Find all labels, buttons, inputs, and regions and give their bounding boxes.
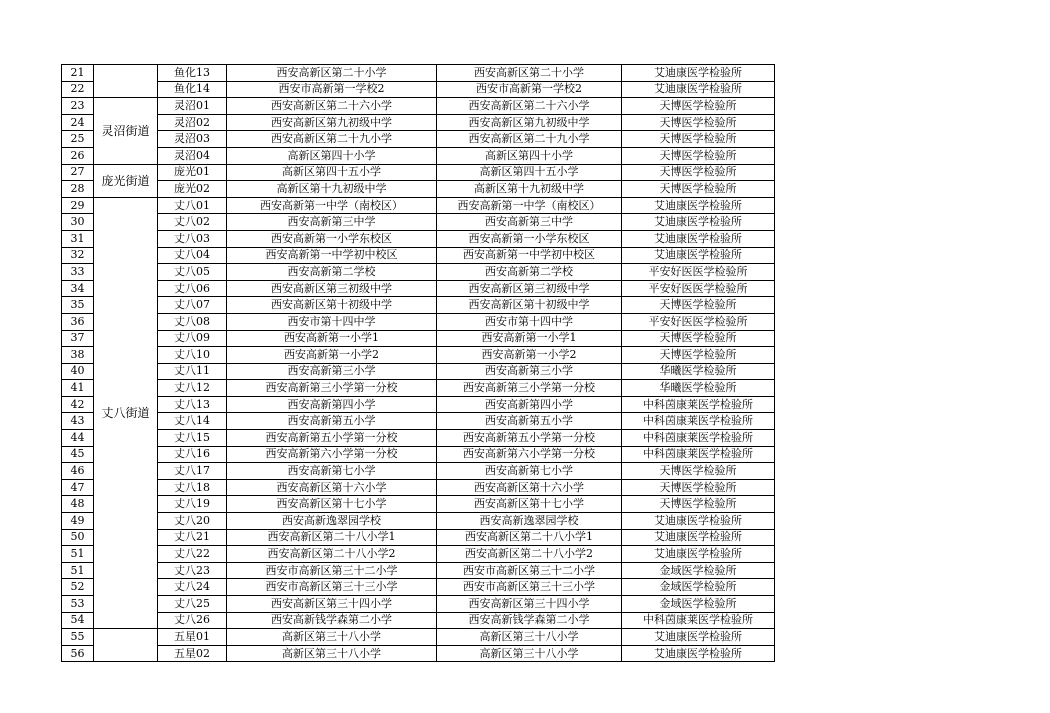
sampling-point-code-cell: 丈八18	[158, 479, 227, 496]
table-row	[62, 513, 775, 530]
row-number-cell: 35	[62, 297, 94, 314]
testing-lab-cell: 中科茵康莱医学检验所	[622, 413, 775, 430]
row-number-cell: 43	[62, 413, 94, 430]
school-name-cell: 西安高新区第二十八小学1	[227, 529, 437, 546]
sampling-point-code-cell: 丈八15	[158, 430, 227, 447]
testing-lab-cell: 艾迪康医学检验所	[622, 65, 775, 82]
school-name-cell: 西安市高新区第三十三小学	[227, 579, 437, 596]
testing-lab-cell: 中科茵康莱医学检验所	[622, 430, 775, 447]
sampling-location-cell: 西安高新区第二十八小学1	[437, 529, 622, 546]
sampling-point-code-cell: 丈八22	[158, 546, 227, 563]
sampling-point-code-cell: 五星02	[158, 645, 227, 662]
row-number-cell: 31	[62, 230, 94, 247]
table-row	[62, 380, 775, 397]
row-number-cell: 51	[62, 562, 94, 579]
street-cell: 灵沼街道	[94, 98, 158, 164]
testing-lab-cell: 中科茵康莱医学检验所	[622, 396, 775, 413]
school-name-cell: 西安市高新第一学校2	[227, 81, 437, 98]
sampling-location-cell: 西安高新第四小学	[437, 396, 622, 413]
school-name-cell: 西安高新区第十七小学	[227, 496, 437, 513]
testing-lab-cell: 艾迪康医学检验所	[622, 513, 775, 530]
school-name-cell: 西安高新第一小学2	[227, 347, 437, 364]
sampling-location-cell: 西安高新第一小学东校区	[437, 230, 622, 247]
table-row	[62, 413, 775, 430]
testing-lab-cell: 金域医学检验所	[622, 562, 775, 579]
testing-lab-cell: 天博医学检验所	[622, 330, 775, 347]
row-number-cell: 53	[62, 596, 94, 613]
street-cell	[94, 65, 158, 98]
sampling-point-code-cell: 丈八21	[158, 529, 227, 546]
table-row	[62, 247, 775, 264]
row-number-cell: 46	[62, 463, 94, 480]
table-row	[62, 612, 775, 629]
school-name-cell: 高新区第十九初级中学	[227, 181, 437, 198]
row-number-cell: 55	[62, 629, 94, 646]
testing-lab-cell: 艾迪康医学检验所	[622, 529, 775, 546]
sampling-location-cell: 西安市高新第一学校2	[437, 81, 622, 98]
table-row	[62, 347, 775, 364]
school-name-cell: 高新区第四十五小学	[227, 164, 437, 181]
sampling-location-cell: 西安高新区第二十九小学	[437, 131, 622, 148]
table-row	[62, 629, 775, 646]
school-name-cell: 西安高新区第三十四小学	[227, 596, 437, 613]
testing-lab-cell: 平安好医医学检验所	[622, 264, 775, 281]
table-row	[62, 181, 775, 198]
school-name-cell: 西安高新第二学校	[227, 264, 437, 281]
testing-lab-cell: 天博医学检验所	[622, 114, 775, 131]
school-name-cell: 西安高新区第三初级中学	[227, 280, 437, 297]
testing-lab-cell: 天博医学检验所	[622, 181, 775, 198]
sampling-point-code-cell: 丈八10	[158, 347, 227, 364]
sampling-location-cell: 西安市第十四中学	[437, 313, 622, 330]
row-number-cell: 24	[62, 114, 94, 131]
table-row	[62, 330, 775, 347]
sampling-location-cell: 西安高新第三小学	[437, 363, 622, 380]
sampling-location-cell: 高新区第四十五小学	[437, 164, 622, 181]
testing-lab-cell: 中科茵康莱医学检验所	[622, 612, 775, 629]
school-name-cell: 西安高新第四小学	[227, 396, 437, 413]
table-row	[62, 65, 775, 82]
sampling-location-cell: 高新区第四十小学	[437, 147, 622, 164]
school-name-cell: 西安高新区第二十六小学	[227, 98, 437, 115]
row-number-cell: 45	[62, 446, 94, 463]
table-row	[62, 114, 775, 131]
sampling-point-code-cell: 灵沼03	[158, 131, 227, 148]
table-row	[62, 280, 775, 297]
testing-lab-cell: 天博医学检验所	[622, 479, 775, 496]
row-number-cell: 38	[62, 347, 94, 364]
school-name-cell: 西安高新第三中学	[227, 214, 437, 231]
sampling-location-cell: 西安高新区第三十四小学	[437, 596, 622, 613]
sampling-point-code-cell: 鱼化13	[158, 65, 227, 82]
testing-lab-cell: 华曦医学检验所	[622, 363, 775, 380]
table-row	[62, 81, 775, 98]
school-name-cell: 西安高新区第二十九小学	[227, 131, 437, 148]
sampling-point-code-cell: 丈八11	[158, 363, 227, 380]
testing-lab-cell: 平安好医医学检验所	[622, 280, 775, 297]
school-name-cell: 西安高新第三小学第一分校	[227, 380, 437, 397]
testing-lab-cell: 艾迪康医学检验所	[622, 197, 775, 214]
sampling-point-code-cell: 丈八02	[158, 214, 227, 231]
table-row	[62, 479, 775, 496]
sampling-location-cell: 西安高新第五小学第一分校	[437, 430, 622, 447]
sampling-location-cell: 西安高新区第十六小学	[437, 479, 622, 496]
sampling-point-code-cell: 五星01	[158, 629, 227, 646]
table-row	[62, 214, 775, 231]
table-row	[62, 147, 775, 164]
school-name-cell: 西安高新第一小学东校区	[227, 230, 437, 247]
school-name-cell: 西安高新钱学森第二小学	[227, 612, 437, 629]
row-number-cell: 51	[62, 546, 94, 563]
sampling-location-cell: 高新区第三十八小学	[437, 645, 622, 662]
school-name-cell: 西安高新第五小学	[227, 413, 437, 430]
row-number-cell: 54	[62, 612, 94, 629]
sampling-point-code-cell: 灵沼04	[158, 147, 227, 164]
sampling-location-cell: 高新区第三十八小学	[437, 629, 622, 646]
school-name-cell: 西安高新第七小学	[227, 463, 437, 480]
row-number-cell: 28	[62, 181, 94, 198]
row-number-cell: 42	[62, 396, 94, 413]
testing-lab-cell: 天博医学检验所	[622, 98, 775, 115]
row-number-cell: 48	[62, 496, 94, 513]
row-number-cell: 25	[62, 131, 94, 148]
testing-lab-cell: 艾迪康医学检验所	[622, 230, 775, 247]
row-number-cell: 49	[62, 513, 94, 530]
sampling-location-cell: 西安高新第一中学初中校区	[437, 247, 622, 264]
sampling-point-code-cell: 丈八03	[158, 230, 227, 247]
school-name-cell: 西安高新区第十初级中学	[227, 297, 437, 314]
row-number-cell: 37	[62, 330, 94, 347]
sampling-location-cell: 西安高新区第十初级中学	[437, 297, 622, 314]
table-row	[62, 297, 775, 314]
school-name-cell: 高新区第三十八小学	[227, 645, 437, 662]
school-lab-table	[61, 64, 775, 662]
testing-lab-cell: 艾迪康医学检验所	[622, 81, 775, 98]
sampling-point-code-cell: 丈八01	[158, 197, 227, 214]
sampling-location-cell: 西安高新区第三初级中学	[437, 280, 622, 297]
sampling-location-cell: 西安市高新区第三十二小学	[437, 562, 622, 579]
sampling-location-cell: 西安高新第一中学（南校区）	[437, 197, 622, 214]
sampling-location-cell: 西安高新区第二十小学	[437, 65, 622, 82]
testing-lab-cell: 天博医学检验所	[622, 147, 775, 164]
testing-lab-cell: 天博医学检验所	[622, 164, 775, 181]
sampling-location-cell: 西安高新第二学校	[437, 264, 622, 281]
table-row	[62, 363, 775, 380]
sampling-point-code-cell: 丈八12	[158, 380, 227, 397]
testing-lab-cell: 天博医学检验所	[622, 463, 775, 480]
sampling-location-cell: 西安高新钱学森第二小学	[437, 612, 622, 629]
row-number-cell: 32	[62, 247, 94, 264]
sampling-location-cell: 西安高新区第二十六小学	[437, 98, 622, 115]
sampling-point-code-cell: 灵沼01	[158, 98, 227, 115]
school-name-cell: 西安高新区第二十小学	[227, 65, 437, 82]
sampling-location-cell: 西安高新第三小学第一分校	[437, 380, 622, 397]
sampling-point-code-cell: 丈八16	[158, 446, 227, 463]
sampling-location-cell: 西安高新逸翠园学校	[437, 513, 622, 530]
school-name-cell: 西安高新第三小学	[227, 363, 437, 380]
row-number-cell: 33	[62, 264, 94, 281]
table-row	[62, 98, 775, 115]
sampling-point-code-cell: 丈八06	[158, 280, 227, 297]
row-number-cell: 27	[62, 164, 94, 181]
school-name-cell: 西安高新第一中学初中校区	[227, 247, 437, 264]
table-row	[62, 197, 775, 214]
table-row	[62, 579, 775, 596]
table-row	[62, 264, 775, 281]
sampling-location-cell: 西安高新区第十七小学	[437, 496, 622, 513]
school-name-cell: 西安高新第一中学（南校区）	[227, 197, 437, 214]
sampling-point-code-cell: 灵沼02	[158, 114, 227, 131]
sampling-point-code-cell: 丈八04	[158, 247, 227, 264]
street-cell	[94, 629, 158, 662]
testing-lab-cell: 艾迪康医学检验所	[622, 645, 775, 662]
sampling-point-code-cell: 丈八05	[158, 264, 227, 281]
street-cell: 丈八街道	[94, 197, 158, 628]
table-row	[62, 596, 775, 613]
sampling-location-cell: 西安高新第一小学1	[437, 330, 622, 347]
school-name-cell: 西安高新逸翠园学校	[227, 513, 437, 530]
sampling-point-code-cell: 庞光02	[158, 181, 227, 198]
sampling-point-code-cell: 丈八07	[158, 297, 227, 314]
school-name-cell: 高新区第四十小学	[227, 147, 437, 164]
testing-lab-cell: 艾迪康医学检验所	[622, 247, 775, 264]
sampling-location-cell: 西安高新区第九初级中学	[437, 114, 622, 131]
row-number-cell: 29	[62, 197, 94, 214]
row-number-cell: 23	[62, 98, 94, 115]
testing-lab-cell: 金域医学检验所	[622, 596, 775, 613]
sampling-point-code-cell: 丈八14	[158, 413, 227, 430]
table-row	[62, 164, 775, 181]
row-number-cell: 21	[62, 65, 94, 82]
school-name-cell: 高新区第三十八小学	[227, 629, 437, 646]
table-row	[62, 430, 775, 447]
school-name-cell: 西安高新区第二十八小学2	[227, 546, 437, 563]
table-row	[62, 562, 775, 579]
testing-lab-cell: 天博医学检验所	[622, 131, 775, 148]
table-row	[62, 230, 775, 247]
sampling-point-code-cell: 丈八19	[158, 496, 227, 513]
row-number-cell: 47	[62, 479, 94, 496]
school-name-cell: 西安市高新区第三十二小学	[227, 562, 437, 579]
testing-lab-cell: 艾迪康医学检验所	[622, 214, 775, 231]
table-row	[62, 446, 775, 463]
testing-lab-cell: 华曦医学检验所	[622, 380, 775, 397]
sampling-location-cell: 西安高新第六小学第一分校	[437, 446, 622, 463]
school-name-cell: 西安高新区第九初级中学	[227, 114, 437, 131]
table-row	[62, 546, 775, 563]
sampling-point-code-cell: 丈八23	[158, 562, 227, 579]
sampling-location-cell: 高新区第十九初级中学	[437, 181, 622, 198]
row-number-cell: 34	[62, 280, 94, 297]
sampling-point-code-cell: 庞光01	[158, 164, 227, 181]
sampling-point-code-cell: 鱼化14	[158, 81, 227, 98]
sampling-point-code-cell: 丈八09	[158, 330, 227, 347]
row-number-cell: 40	[62, 363, 94, 380]
row-number-cell: 52	[62, 579, 94, 596]
sampling-point-code-cell: 丈八25	[158, 596, 227, 613]
row-number-cell: 30	[62, 214, 94, 231]
row-number-cell: 56	[62, 645, 94, 662]
sampling-location-cell: 西安高新第一小学2	[437, 347, 622, 364]
row-number-cell: 26	[62, 147, 94, 164]
school-name-cell: 西安高新第一小学1	[227, 330, 437, 347]
sampling-point-code-cell: 丈八24	[158, 579, 227, 596]
table-row	[62, 313, 775, 330]
sampling-point-code-cell: 丈八26	[158, 612, 227, 629]
row-number-cell: 41	[62, 380, 94, 397]
school-name-cell: 西安市第十四中学	[227, 313, 437, 330]
school-name-cell: 西安高新第五小学第一分校	[227, 430, 437, 447]
sampling-point-code-cell: 丈八13	[158, 396, 227, 413]
table-row	[62, 396, 775, 413]
table-row	[62, 463, 775, 480]
row-number-cell: 44	[62, 430, 94, 447]
sampling-location-cell: 西安高新第五小学	[437, 413, 622, 430]
row-number-cell: 22	[62, 81, 94, 98]
sampling-location-cell: 西安高新第三中学	[437, 214, 622, 231]
sampling-location-cell: 西安高新第七小学	[437, 463, 622, 480]
testing-lab-cell: 天博医学检验所	[622, 496, 775, 513]
table-row	[62, 529, 775, 546]
row-number-cell: 50	[62, 529, 94, 546]
sampling-point-code-cell: 丈八08	[158, 313, 227, 330]
street-cell: 庞光街道	[94, 164, 158, 197]
table-row	[62, 131, 775, 148]
table-row	[62, 496, 775, 513]
testing-lab-cell: 金域医学检验所	[622, 579, 775, 596]
sampling-location-cell: 西安市高新区第三十三小学	[437, 579, 622, 596]
school-name-cell: 西安高新区第十六小学	[227, 479, 437, 496]
testing-lab-cell: 中科茵康莱医学检验所	[622, 446, 775, 463]
sampling-point-code-cell: 丈八20	[158, 513, 227, 530]
table-row	[62, 645, 775, 662]
table-body	[62, 65, 775, 662]
testing-lab-cell: 天博医学检验所	[622, 347, 775, 364]
school-name-cell: 西安高新第六小学第一分校	[227, 446, 437, 463]
testing-lab-cell: 艾迪康医学检验所	[622, 629, 775, 646]
testing-lab-cell: 平安好医医学检验所	[622, 313, 775, 330]
sampling-point-code-cell: 丈八17	[158, 463, 227, 480]
row-number-cell: 36	[62, 313, 94, 330]
sampling-location-cell: 西安高新区第二十八小学2	[437, 546, 622, 563]
testing-lab-cell: 艾迪康医学检验所	[622, 546, 775, 563]
testing-lab-cell: 天博医学检验所	[622, 297, 775, 314]
